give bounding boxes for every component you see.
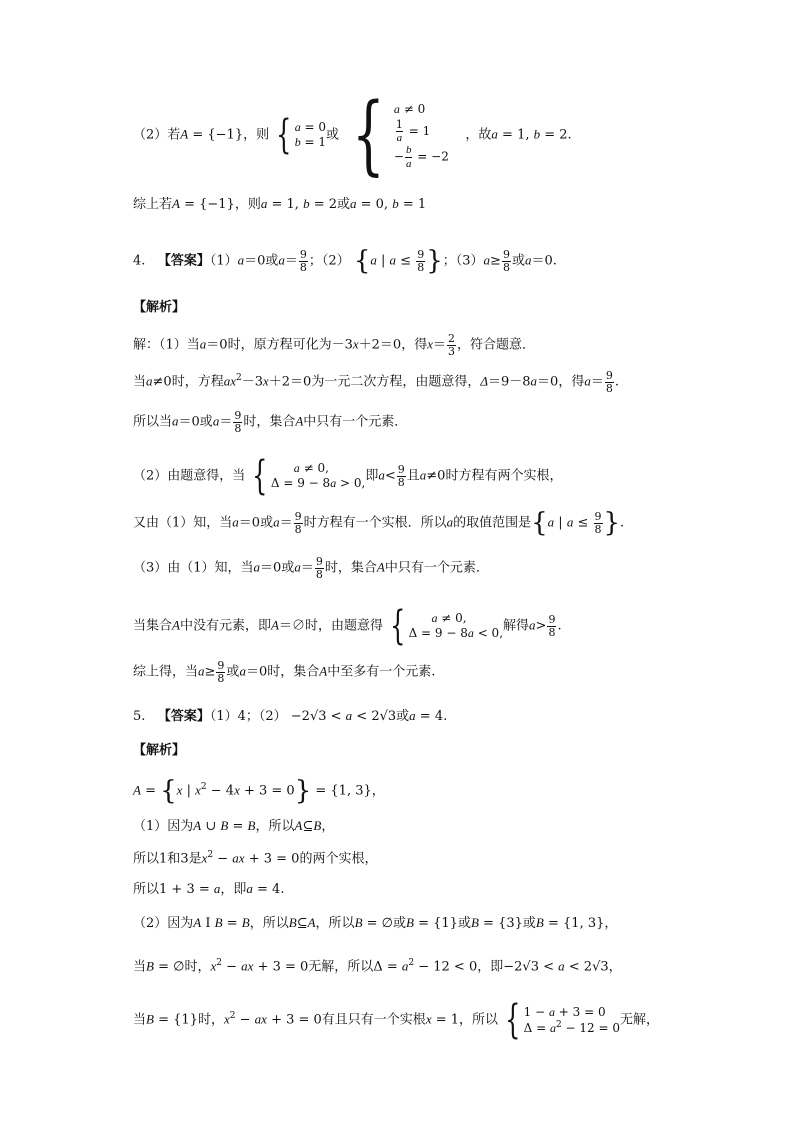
text: 当	[133, 1012, 147, 1028]
text: ，	[608, 959, 622, 975]
text: 或	[457, 916, 471, 931]
text: （1）4；（2）	[209, 709, 287, 724]
text: 和	[167, 851, 181, 867]
text: 所以	[133, 882, 160, 897]
question-5-answer: 5. 【答案】（1）4；（2） −2√3 < a < 2√3或a = 4.	[133, 708, 448, 724]
text: ，	[321, 819, 335, 834]
text: ，则	[243, 127, 270, 143]
answer-tag: 【答案】	[157, 709, 210, 724]
text: 中只有一个元素．	[303, 414, 408, 430]
text: （1）	[209, 253, 238, 269]
solution-line: （2）由题意得，当 { a ≠ 0, Δ = 9 − 8a > 0, 即a< $\frac{9}{8}$ 且a≠0时方程有两个实根，	[133, 453, 563, 499]
text: ，则	[234, 197, 261, 212]
analysis-heading: 【解析】	[133, 743, 186, 758]
text: 时，	[184, 959, 211, 975]
equation-system: { 1 − a + 3 = 0 $\Delta = a^2 - 12 = 0$	[505, 997, 621, 1043]
text: ，即	[477, 959, 504, 975]
text: （2）因为	[133, 916, 194, 931]
text: ，	[371, 783, 385, 799]
text: 且	[406, 468, 420, 484]
equation-system: { a ≠ 0 $\frac{1}{a}$ = 1 − $\frac{b}{a}$ = −2	[352, 85, 449, 185]
text: 所以当	[133, 414, 173, 430]
equation-system: { a = 0 b = 1	[276, 112, 327, 158]
solution-line: （3）由（1）知，当a＝0或a＝ $\frac{9}{8}$ 时，集合A中只有一个元素．	[133, 555, 489, 581]
text: 综上若	[133, 197, 173, 212]
solution-line: 所以1和3是$x^2$ − ax + 3 = 0的两个实根，	[133, 850, 378, 867]
text: ，即	[220, 882, 247, 897]
text: ，所以	[459, 1012, 499, 1028]
text: 或	[337, 197, 351, 212]
text: 或	[199, 414, 213, 430]
text: 时，方程	[171, 374, 224, 390]
text: 当	[133, 374, 147, 390]
text: ，所以	[249, 916, 289, 931]
question-number: 4.	[133, 253, 146, 269]
text: 中至多有一个元素.	[327, 664, 436, 680]
text: 无解，所以	[308, 959, 374, 975]
text: 的两个实根，	[299, 851, 378, 867]
text: （1）因为	[133, 819, 194, 834]
solution-line: 解：（1）当a＝0时，原方程可化为－3x＋2＝0，得x＝ $\frac{2}{3}$ ，符合题意．	[133, 332, 536, 358]
text: 或	[393, 916, 407, 931]
text: 时，集合	[267, 664, 320, 680]
solution-line: 所以1 + 3 = a，即a = 4.	[133, 881, 285, 897]
text: ，得	[558, 374, 585, 390]
text: 或	[265, 253, 279, 269]
part2-condition-line: （2）若A = {−1}，则 { a = 0 b = 1 或 { a ≠ 0 $\frac{1}{a}$ = 1 − $\frac{b}{a}$ = −2 ，故a = 1, b = 2.	[133, 85, 572, 185]
text: ，得	[401, 337, 428, 353]
text: 或	[522, 916, 536, 931]
text: 时方程有两个实根，	[445, 468, 563, 484]
text: .	[280, 882, 285, 897]
text: 或	[226, 664, 240, 680]
question-number: 5.	[133, 709, 146, 724]
text: 或	[281, 560, 295, 576]
text: （3）由（1）知，当	[133, 560, 254, 576]
solution-line: 当a≠0时，方程$ax^2-3x+2=0$为一元二次方程，由题意得，Δ＝9－8a＝0，得a＝ $\frac{9}{8}$ .	[133, 369, 619, 395]
text: ，	[604, 916, 618, 931]
text: 综上得，当	[133, 664, 199, 680]
text: 或	[260, 515, 274, 531]
solution-line: （1）因为A ∪ B = B，所以A⊆B，	[133, 818, 335, 834]
text: ；（2）	[308, 253, 350, 269]
text: 时，集合	[324, 560, 377, 576]
text: 的取值范围是	[453, 515, 532, 531]
inequality-system: { a ≠ 0, Δ = 9 − 8a > 0,	[252, 453, 366, 499]
text: ，所以	[255, 819, 295, 834]
text: （2）由题意得，当	[133, 468, 246, 484]
solution-line: 当集合A中没有元素，即A＝∅时，由题意得 { a ≠ 0, Δ = 9 − 8a < 0, 解得a> $\frac{9}{8}$ .	[133, 603, 562, 649]
text: .	[552, 253, 557, 269]
text: 时方程有一个实根．所以	[303, 515, 447, 531]
text: 中没有元素，即	[179, 618, 271, 634]
solution-line: 当B = {1}时，$x^2$ − ax + 3 = 0有且只有一个实根x = 1，所以 { 1 − a + 3 = 0 $\Delta = a^2 - 12 = 0$ 无解，	[133, 997, 660, 1043]
text: 解：（1）当	[133, 337, 200, 353]
solution-line: （2）因为A I B = B，所以B⊆A，所以B = ∅或B = {1}或B = {3}或B = {1, 3}，	[133, 915, 618, 931]
text: 或	[326, 127, 340, 143]
analysis-heading: 【解析】	[133, 300, 186, 315]
question-4-answer: 4. 【答案】（1）a＝0或a＝ $\frac{9}{8}$ ；（2） {a | a ≤ $\frac{9}{8}$ }；（3）a≥ $\frac{9}{8}$ 或a＝0.	[133, 246, 557, 276]
text: 是	[188, 851, 202, 867]
text: 时，集合	[243, 414, 296, 430]
solution-line: 当B = ∅时，$x^2$ − ax + 3 = 0无解，所以$\Delta = a^2 - 12 < 0$，即−2√3 < a < 2√3，	[133, 958, 622, 975]
text: 无解，	[620, 1012, 660, 1028]
text: ；（3）	[442, 253, 484, 269]
text: 时，由题意得	[304, 618, 383, 634]
solution-line: 又由（1）知，当a＝0或a＝ $\frac{9}{8}$ 时方程有一个实根．所以a的取值范围是{a | a ≤ $\frac{9}{8}$ }.	[133, 508, 625, 538]
solution-line: 所以当a＝0或a＝ $\frac{9}{8}$ 时，集合A中只有一个元素．	[133, 409, 408, 435]
text: 解得	[503, 618, 530, 634]
text: 中只有一个元素．	[384, 560, 489, 576]
text: ，故	[465, 127, 492, 143]
text: 即	[365, 468, 379, 484]
text: 有且只有一个实根	[321, 1012, 426, 1028]
text: 当	[133, 959, 147, 975]
text: .	[443, 709, 448, 724]
text: 时，原方程可化为	[227, 337, 332, 353]
text: 所以	[133, 851, 160, 867]
text: ，所以	[315, 916, 355, 931]
text: 为一元二次方程，由题意得，	[311, 374, 481, 390]
solution-line: A = {x | $x^2 - 4x + 3 = 0\} = \{1$, 3}，	[133, 776, 385, 806]
summary-line: 综上若A = {−1}，则a = 1, b = 2或a = 0, b = 1	[133, 196, 427, 212]
text: 时，	[197, 1012, 224, 1028]
text: ，符合题意．	[457, 337, 536, 353]
text: 当集合	[133, 618, 173, 634]
inequality-system: { a ≠ 0, Δ = 9 − 8a < 0,	[390, 603, 504, 649]
text: 或	[396, 709, 410, 724]
text: （2）若	[133, 127, 181, 143]
text: .	[567, 127, 572, 143]
solution-line: 综上得，当a≥ $\frac{9}{8}$ 或a＝0时，集合A中至多有一个元素.	[133, 659, 436, 685]
answer-tag: 【答案】	[157, 253, 210, 269]
text: 或	[511, 253, 525, 269]
text: 又由（1）知，当	[133, 515, 233, 531]
